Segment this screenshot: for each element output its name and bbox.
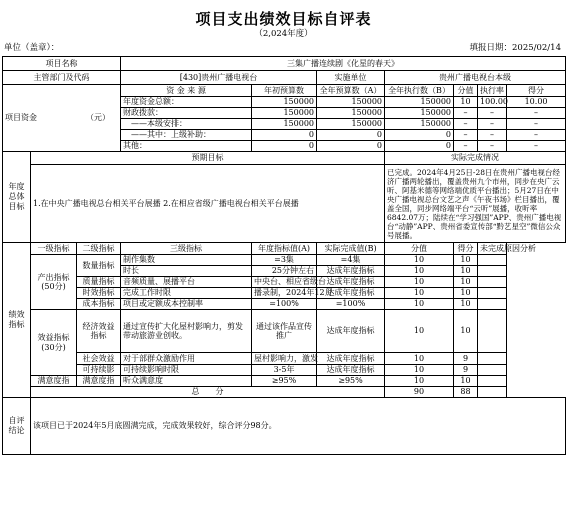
total-label: 总 分 (31, 387, 385, 398)
perf-header: 二级指标 (77, 243, 121, 255)
perf-l2: 数量指标 (77, 255, 121, 277)
perf-l3: 项目或定额成本控制率 (121, 299, 252, 310)
perf-header: 年度指标值(A) (252, 243, 317, 255)
perf-l2: 质量指标 (77, 277, 121, 288)
perf-header: 三级指标 (121, 243, 252, 255)
fund-got: – (507, 108, 566, 119)
goal-expected: 1.在中央广播电视总台相关平台展播 2.在相应省级广播电视台相关平台展播 (31, 165, 385, 243)
perf-got: 10 (454, 266, 478, 277)
perf-actual: ≥95% (317, 376, 385, 387)
perf-l2: 社会效益 (77, 353, 121, 365)
funds-label-cell (3, 85, 121, 152)
perf-header: 一级指标 (31, 243, 77, 255)
fund-exec: 150000 (385, 108, 454, 119)
perf-l3: 听众满意度 (121, 376, 252, 387)
fund-got: – (507, 141, 566, 152)
perf-reason (478, 266, 507, 277)
perf-l3: 时长 (121, 266, 252, 277)
impl-value: 贵州广播电视台本级 (385, 71, 566, 85)
fund-got: – (507, 130, 566, 141)
perf-actual: 达成年度指标 (317, 353, 385, 365)
fund-initial: 0 (252, 130, 317, 141)
funds-header: 分值 (454, 85, 478, 97)
perf-actual: 达成年度指标 (317, 266, 385, 277)
perf-score: 10 (385, 277, 454, 288)
perf-actual: 达成年度指标 (317, 277, 385, 288)
perf-score: 10 (385, 353, 454, 365)
perf-l3: 对于部群众激励作用 (121, 353, 252, 365)
fund-rate: – (478, 119, 507, 130)
perf-got: 10 (454, 310, 478, 353)
perf-score: 10 (385, 299, 454, 310)
fund-rate: – (478, 130, 507, 141)
perf-l2: 成本指标 (77, 299, 121, 310)
fund-rate: – (478, 141, 507, 152)
fund-got: – (507, 119, 566, 130)
perf-target: 25分钟左右 (252, 266, 317, 277)
perf-got: 9 (454, 353, 478, 365)
fund-annual: 150000 (317, 119, 385, 130)
perf-target: 播录制，2024年12月 (252, 288, 317, 299)
fund-source: 财政拨款： (121, 108, 252, 119)
perf-reason (478, 376, 507, 387)
fund-source: ——本级安排： (121, 119, 252, 130)
perf-l3: 可持续影响时限 (121, 365, 252, 376)
total-score: 90 (385, 387, 454, 398)
perf-score: 10 (385, 365, 454, 376)
impl-label: 实施单位 (317, 71, 385, 85)
perf-l3: 制作集数 (121, 255, 252, 266)
perf-actual: =100% (317, 299, 385, 310)
perf-got: 10 (454, 376, 478, 387)
perf-group-effect: 效益指标 (30分) (31, 310, 77, 376)
funds-label: 项目资金 (5, 113, 37, 123)
fund-annual: 0 (317, 141, 385, 152)
perf-header: 得分 (454, 243, 478, 255)
perf-score: 10 (385, 310, 454, 353)
project-name-label: 项目名称 (3, 57, 121, 71)
fund-initial: 150000 (252, 108, 317, 119)
total-got: 88 (454, 387, 478, 398)
fund-annual: 150000 (317, 97, 385, 108)
perf-target: =100% (252, 299, 317, 310)
fund-exec: 150000 (385, 119, 454, 130)
total-reason (478, 387, 507, 398)
funds-header: 资 金 来 源 (121, 85, 252, 97)
perf-target: 中央台、相应省级台 (252, 277, 317, 288)
fund-exec: 0 (385, 130, 454, 141)
page-subtitle: （2,024年度） (254, 29, 313, 39)
funds-header: 年初预算数 (252, 85, 317, 97)
perf-actual: =4集 (317, 255, 385, 266)
fund-rate: – (478, 108, 507, 119)
goal-actual-header: 实际完成情况 (385, 152, 566, 165)
perf-reason (478, 310, 507, 353)
self-eval-label: 自评结论 (3, 398, 31, 455)
perf-l3: 音频质量、展播平台 (121, 277, 252, 288)
funds-header: 执行率 (478, 85, 507, 97)
page-title: 项目支出绩效目标自评表 (195, 10, 372, 28)
perf-l2: 可持续影 (77, 365, 121, 376)
evaluation-table (2, 56, 566, 455)
perf-target: =3集 (252, 255, 317, 266)
perf-score: 10 (385, 376, 454, 387)
perf-label: 绩效指标 (3, 243, 31, 398)
perf-reason (478, 299, 507, 310)
perf-got: 10 (454, 288, 478, 299)
dept-value: [430]贵州广播电视台 (121, 71, 317, 85)
perf-actual: 达成年度指标 (317, 365, 385, 376)
perf-reason (478, 255, 507, 266)
fund-initial: 150000 (252, 119, 317, 130)
perf-l3: 完成工作时限 (121, 288, 252, 299)
fund-score: – (454, 141, 478, 152)
unit-label: 单位（盖章）： (4, 43, 60, 53)
self-eval-text: 该项目已于2024年5月底圆满完成，完成效果较好，综合评分98分。 (31, 398, 566, 455)
perf-l2: 经济效益指标 (77, 310, 121, 353)
perf-reason (478, 277, 507, 288)
project-name-value: 三集广播连续剧《化星的春天》 (121, 57, 566, 71)
perf-target: 3-5年 (252, 365, 317, 376)
fund-source: ——其中：上级补助： (121, 130, 252, 141)
fund-score: – (454, 130, 478, 141)
perf-l3: 通过宣传扩大化屋村影响力，剪发带动旅游业创收。 (121, 310, 252, 353)
fund-exec: 150000 (385, 97, 454, 108)
perf-target: 通过该作品宣传推广 (252, 310, 317, 353)
perf-l2: 时效指标 (77, 288, 121, 299)
fund-exec: 0 (385, 141, 454, 152)
fill-date: 填报日期：2025/02/14 (469, 43, 561, 53)
perf-got: 9 (454, 365, 478, 376)
fund-got: 10.00 (507, 97, 566, 108)
perf-got: 10 (454, 277, 478, 288)
fund-score: – (454, 119, 478, 130)
fund-score: 10 (454, 97, 478, 108)
funds-header: 全年执行数（B） (385, 85, 454, 97)
perf-score: 10 (385, 288, 454, 299)
fund-score: – (454, 108, 478, 119)
funds-header: 全年预算数（A） (317, 85, 385, 97)
fund-annual: 0 (317, 130, 385, 141)
perf-l2: 满意度指 (77, 376, 121, 387)
goal-actual: 已完成。2024年4月25日-28日在贵州广播电视台经济广播两轮播出，覆盖贵州九个市州，同步在央广云听、阿基米德等网络端优质平台播出；5月27日在中央广播电视总台文艺之声《午夜书场》栏目播出，覆盖全国，同步网络端平台“云听”展播，收听率6842.07万；陆续在“学习强国”APP、贵州广播电视台“动静”APP、贵州省委宣传部“黔艺星空”微信公众号展播。 (385, 165, 566, 243)
perf-header: 未完成原因分析 (478, 243, 507, 255)
perf-reason (478, 365, 507, 376)
perf-group-satisfaction: 满意度指 (31, 376, 77, 387)
perf-actual: 达成年度指标 (317, 310, 385, 353)
fund-source: 其他： (121, 141, 252, 152)
perf-header: 分值 (385, 243, 454, 255)
goal-expected-header: 预期目标 (31, 152, 385, 165)
perf-reason (478, 288, 507, 299)
perf-header: 实际完成值(B) (317, 243, 385, 255)
perf-got: 10 (454, 255, 478, 266)
perf-actual: 达成年度指标 (317, 288, 385, 299)
funds-header: 得分 (507, 85, 566, 97)
perf-target: 屋村影响力，激发 (252, 353, 317, 365)
perf-score: 10 (385, 266, 454, 277)
funds-unit: （元） (86, 113, 111, 123)
perf-got: 10 (454, 299, 478, 310)
fund-initial: 0 (252, 141, 317, 152)
fund-initial: 150000 (252, 97, 317, 108)
perf-group-output: 产出指标 (50分) (31, 255, 77, 310)
dept-label: 主管部门及代码 (3, 71, 121, 85)
fund-annual: 150000 (317, 108, 385, 119)
perf-reason (478, 353, 507, 365)
perf-target: ≥95% (252, 376, 317, 387)
perf-score: 10 (385, 255, 454, 266)
fund-source: 年度资金总额： (121, 97, 252, 108)
goal-label: 年度总体目标 (3, 152, 31, 243)
fund-rate: 100.00 (478, 97, 507, 108)
